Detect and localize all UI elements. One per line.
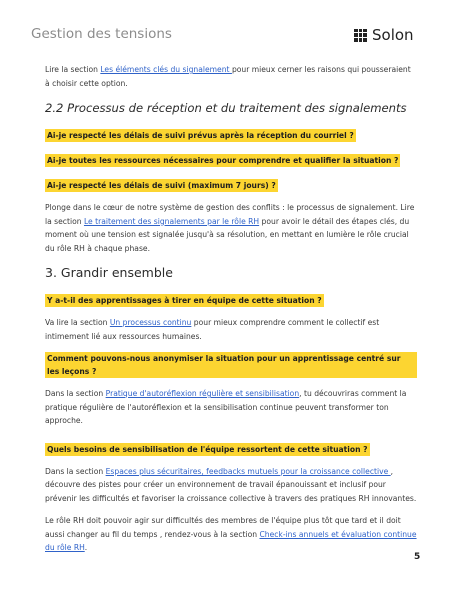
highlight-question: Ai-je toutes les ressources nécessaires pour comprendre et qualifier la situation ?	[47, 156, 399, 165]
section-heading-2-2: 2.2 Processus de réception et du traitement des signalements	[45, 101, 407, 115]
highlight-question: Ai-je respecté les délais de suivi (maximum 7 jours) ?	[47, 181, 276, 190]
body-paragraph: Dans la section Espaces plus sécuritaires, feedbacks mutuels pour la croissance collective , découvre des pistes pour créer un environnement de travail épanouissant et inclusif pour prévenir les difficultés et favoriser la croissance collective à travers des pratiques RH innovantes.	[45, 466, 417, 503]
document-header-title: Gestion des tensions	[31, 26, 172, 42]
intro-paragraph: Lire la section Les éléments clés du signalement pour mieux cerner les raisons qui pousseraient à choisir cette option.	[45, 65, 411, 88]
document-body	[45, 63, 417, 555]
highlight-question: Y a-t-il des apprentissages à tirer en équipe de cette situation ?	[47, 296, 322, 305]
link-autoreflexion[interactable]: Pratique d'autoréflexion régulière et sensibilisation	[105, 389, 300, 398]
body-paragraph: Plonge dans le cœur de notre système de gestion des conflits : le processus de signalement. Lire la section Le traitement des signalements par le rôle RH pour avoir le détail des étapes clés, du moment où une tension est signalée jusqu'à sa résolution, en mettant en lumière le rôle crucial du rôle RH à chaque phase.	[45, 203, 415, 253]
brand-logo	[354, 26, 414, 44]
link-traitement-signalements[interactable]: Le traitement des signalements par le rôle RH	[83, 216, 260, 226]
link-espaces-securitaires[interactable]: Espaces plus sécuritaires, feedbacks mutuels pour la croissance collective	[105, 466, 391, 476]
highlight-question: Quels besoins de sensibilisation de l'équipe ressortent de cette situation ?	[47, 444, 368, 454]
body-paragraph: Dans la section Pratique d'autoréflexion régulière et sensibilisation, tu découvriras comment la pratique régulière de l'autoréflexion et la sensibilisation continue peuvent transformer ton approche.	[45, 389, 407, 425]
grid-logo-icon	[354, 29, 367, 42]
logo-text: Solon	[372, 26, 414, 44]
link-elements-cles[interactable]: Les éléments clés du signalement	[100, 65, 232, 74]
highlight-question: Comment pouvons-nous anonymiser la situation pour un apprentissage centré sur les leçons ?	[45, 352, 417, 378]
body-paragraph: Va lire la section Un processus continu pour mieux comprendre comment le collectif est intimement lié aux ressources humaines.	[45, 318, 380, 341]
link-processus-continu[interactable]: Un processus continu	[109, 318, 192, 327]
highlight-question: Ai-je respecté les délais de suivi prévus après la réception du courriel ?	[47, 131, 354, 140]
section-heading-3: 3. Grandir ensemble	[45, 265, 173, 280]
link-check-ins[interactable]: Check-ins annuels et évaluation continue du rôle RH	[45, 529, 417, 552]
body-paragraph: Le rôle RH doit pouvoir agir sur difficultés des membres de l'équipe plus tôt que tard et il doit aussi changer au fil du temps , rendez-vous à la section Check-ins annuels et évaluation continue du rôle RH.	[45, 516, 417, 552]
page-number: 5	[414, 552, 421, 562]
